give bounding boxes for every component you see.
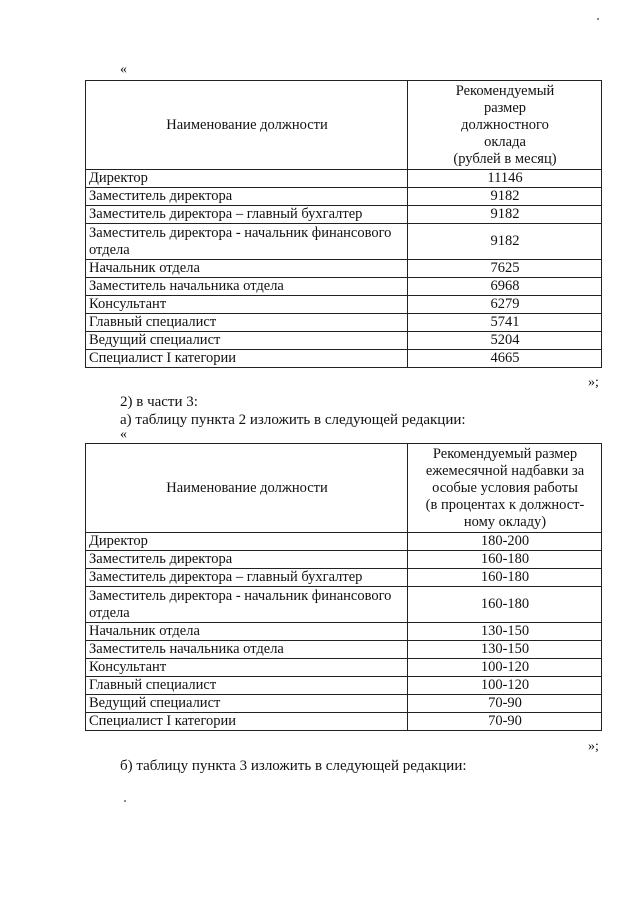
table-row	[86, 170, 602, 188]
salary-value: 4665	[408, 350, 602, 368]
allowance-value: 100-120	[408, 659, 602, 677]
table-row	[86, 260, 602, 278]
header-line: ному окладу)	[463, 513, 547, 530]
header-line: должностного	[461, 116, 549, 133]
table-row	[86, 278, 602, 296]
salary-value: 11146	[408, 170, 602, 188]
table-row	[86, 533, 602, 551]
allowance-value: 180-200	[408, 533, 602, 551]
paragraph-a: а) таблицу пункта 2 изложить в следующей редакции:	[120, 412, 466, 428]
allowance-value: 100-120	[408, 677, 602, 695]
header-line: Рекомендуемый	[455, 82, 555, 99]
paragraph-b: б) таблицу пункта 3 изложить в следующей редакции:	[120, 758, 467, 774]
salary-value: 9182	[408, 188, 602, 206]
position-name-line: Заместитель директора - начальник финансового	[89, 587, 392, 604]
position-name: Заместитель начальника отдела	[86, 278, 408, 296]
allowance-value: 160-180	[408, 551, 602, 569]
header-allowance	[408, 444, 602, 533]
scan-speck	[124, 800, 126, 802]
position-name: Специалист I категории	[86, 713, 408, 731]
position-name: Заместитель директора	[86, 188, 408, 206]
header-line: оклада	[484, 133, 526, 150]
position-name-line: отдела	[89, 604, 130, 621]
salary-value: 5741	[408, 314, 602, 332]
salary-value: 9182	[408, 206, 602, 224]
salary-table	[85, 80, 602, 368]
close-quote: »;	[588, 375, 599, 390]
allowance-table	[85, 443, 602, 731]
allowance-value: 70-90	[408, 695, 602, 713]
table-header-row	[86, 81, 602, 170]
table-row	[86, 551, 602, 569]
position-name: Специалист I категории	[86, 350, 408, 368]
salary-value: 7625	[408, 260, 602, 278]
scan-speck	[597, 18, 599, 20]
position-name: Директор	[86, 533, 408, 551]
open-quote: «	[120, 427, 127, 442]
header-line: размер	[483, 99, 527, 116]
header-line: ежемесячной надбавки за	[425, 462, 585, 479]
allowance-value: 160-180	[408, 587, 602, 623]
open-quote: «	[120, 62, 127, 77]
header-line: (рублей в месяц)	[453, 150, 557, 167]
table-row	[86, 206, 602, 224]
table-row	[86, 623, 602, 641]
position-name: Ведущий специалист	[86, 332, 408, 350]
table-row	[86, 713, 602, 731]
position-name: Начальник отдела	[86, 260, 408, 278]
salary-value: 6279	[408, 296, 602, 314]
table-row	[86, 224, 602, 260]
table-row	[86, 569, 602, 587]
salary-value: 9182	[408, 224, 602, 260]
table-row	[86, 350, 602, 368]
allowance-value: 70-90	[408, 713, 602, 731]
table-row	[86, 188, 602, 206]
position-name: Заместитель директора – главный бухгалтер	[86, 206, 408, 224]
position-name: Ведущий специалист	[86, 695, 408, 713]
position-name: Директор	[86, 170, 408, 188]
position-name: Заместитель начальника отдела	[86, 641, 408, 659]
paragraph-part-3: 2) в части 3:	[120, 394, 198, 410]
table-row	[86, 659, 602, 677]
allowance-value: 130-150	[408, 641, 602, 659]
position-name	[86, 224, 408, 260]
table-row	[86, 695, 602, 713]
table-row	[86, 587, 602, 623]
table-row	[86, 641, 602, 659]
close-quote: »;	[588, 739, 599, 754]
table-row	[86, 332, 602, 350]
position-name	[86, 587, 408, 623]
position-name-line: Заместитель директора - начальник финансового	[89, 224, 392, 241]
salary-value: 6968	[408, 278, 602, 296]
header-line: особые условия работы	[432, 479, 578, 496]
salary-value: 5204	[408, 332, 602, 350]
header-position-name: Наименование должности	[86, 444, 408, 533]
position-name: Заместитель директора – главный бухгалтер	[86, 569, 408, 587]
position-name: Главный специалист	[86, 677, 408, 695]
position-name: Главный специалист	[86, 314, 408, 332]
allowance-value: 160-180	[408, 569, 602, 587]
position-name: Консультант	[86, 659, 408, 677]
table-row	[86, 314, 602, 332]
header-salary	[408, 81, 602, 170]
header-position-name: Наименование должности	[86, 81, 408, 170]
position-name: Заместитель директора	[86, 551, 408, 569]
header-line: Рекомендуемый размер	[432, 445, 578, 462]
header-line: (в процентах к должност-	[425, 496, 585, 513]
position-name: Начальник отдела	[86, 623, 408, 641]
table-header-row	[86, 444, 602, 533]
position-name-line: отдела	[89, 241, 130, 258]
position-name: Консультант	[86, 296, 408, 314]
allowance-value: 130-150	[408, 623, 602, 641]
table-row	[86, 677, 602, 695]
table-row	[86, 296, 602, 314]
